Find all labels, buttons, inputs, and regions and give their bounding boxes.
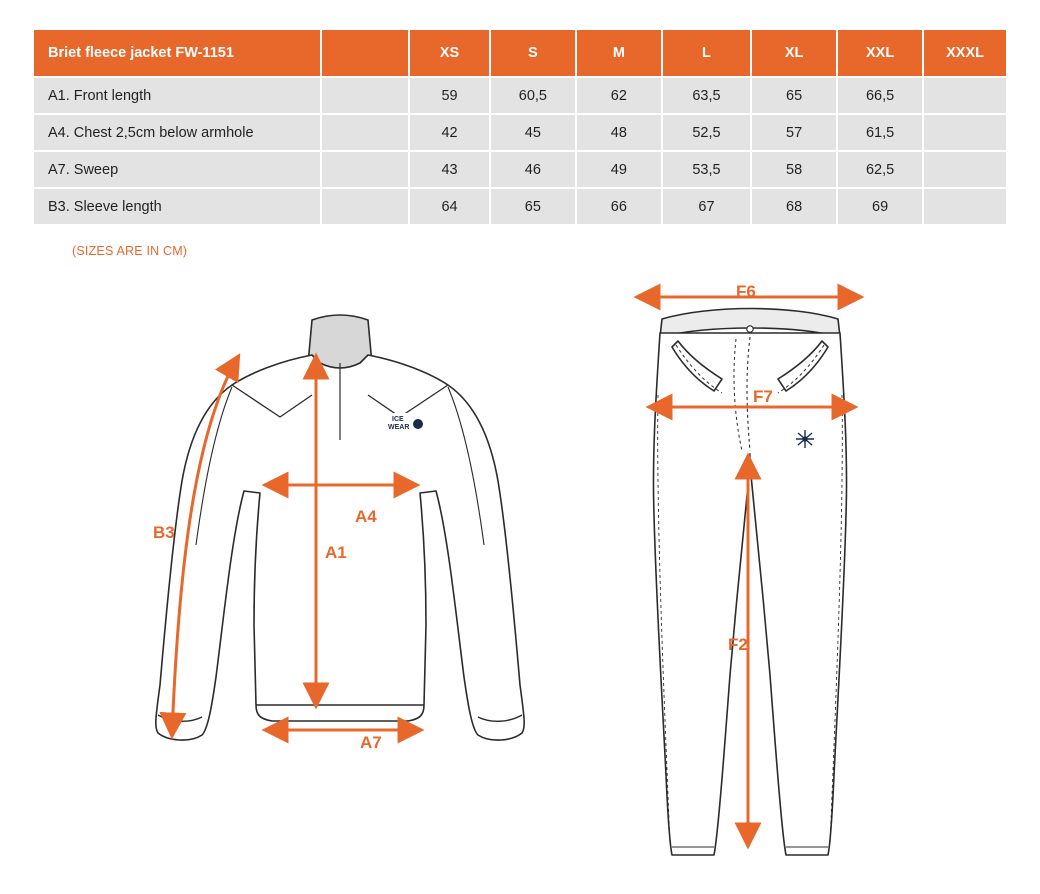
pants-body-path	[653, 333, 846, 855]
row-label-a1: A1. Front length	[33, 77, 321, 114]
snowflake-icon	[796, 430, 814, 448]
row-label-a4: A4. Chest 2,5cm below armhole	[33, 114, 321, 151]
svg-text:ICE: ICE	[392, 416, 404, 423]
cell-a7-l: 53,5	[662, 151, 751, 188]
size-header-m: M	[576, 29, 662, 77]
cell-a4-s: 45	[490, 114, 576, 151]
cell-a7-xl: 58	[751, 151, 837, 188]
jacket-outline	[156, 315, 524, 740]
units-note: (SIZES ARE IN CM)	[72, 244, 188, 258]
cell-b3-l: 67	[662, 188, 751, 225]
pants-svg	[610, 275, 910, 875]
cell-a1-s: 60,5	[490, 77, 576, 114]
cell-a7-xxxl	[923, 151, 1007, 188]
cell-b3-xs: 64	[409, 188, 490, 225]
spacer-header-cell	[321, 29, 409, 77]
label-a7: A7	[360, 733, 382, 752]
label-f6: F6	[736, 282, 756, 301]
label-f2: F2	[728, 635, 748, 654]
cell-a4-xl: 57	[751, 114, 837, 151]
cell-a4-xxxl	[923, 114, 1007, 151]
label-a4: A4	[355, 507, 377, 526]
jacket-technical-drawing	[120, 285, 540, 785]
waist-button	[747, 326, 753, 332]
row-label-a7: A7. Sweep	[33, 151, 321, 188]
cell-a7-xs: 43	[409, 151, 490, 188]
pants-technical-drawing	[610, 275, 910, 875]
row-spacer	[321, 114, 409, 151]
cell-a1-xl: 65	[751, 77, 837, 114]
cell-b3-xxl: 69	[837, 188, 923, 225]
pants-outline	[653, 309, 846, 856]
table-row	[33, 151, 1007, 188]
cell-a4-xxl: 61,5	[837, 114, 923, 151]
cell-a1-xs: 59	[409, 77, 490, 114]
size-header-l: L	[662, 29, 751, 77]
size-table-header	[33, 29, 1007, 77]
size-table	[32, 28, 1008, 226]
cell-a7-xxl: 62,5	[837, 151, 923, 188]
cell-b3-xxxl	[923, 188, 1007, 225]
cell-b3-xl: 68	[751, 188, 837, 225]
cell-a1-l: 63,5	[662, 77, 751, 114]
table-header-row	[33, 29, 1007, 77]
cell-a4-m: 48	[576, 114, 662, 151]
cell-b3-m: 66	[576, 188, 662, 225]
cell-b3-s: 65	[490, 188, 576, 225]
row-spacer	[321, 151, 409, 188]
product-title-cell: Briet fleece jacket FW-1151	[33, 29, 321, 77]
svg-text:WEAR: WEAR	[388, 424, 410, 431]
size-header-xxl: XXL	[837, 29, 923, 77]
size-header-xl: XL	[751, 29, 837, 77]
size-header-xxxl: XXXL	[923, 29, 1007, 77]
row-spacer	[321, 77, 409, 114]
cell-a4-l: 52,5	[662, 114, 751, 151]
jacket-svg	[120, 285, 540, 785]
size-header-xs: XS	[409, 29, 490, 77]
label-b3: B3	[153, 523, 175, 542]
cell-a1-xxxl	[923, 77, 1007, 114]
table-row	[33, 114, 1007, 151]
ice-wear-logo	[378, 413, 423, 433]
cell-a7-m: 49	[576, 151, 662, 188]
label-f7: F7	[753, 387, 773, 406]
size-table-body	[33, 77, 1007, 225]
cell-a1-m: 62	[576, 77, 662, 114]
label-a1: A1	[325, 543, 347, 562]
row-spacer	[321, 188, 409, 225]
table-row	[33, 188, 1007, 225]
cell-a4-xs: 42	[409, 114, 490, 151]
cell-a7-s: 46	[490, 151, 576, 188]
cell-a1-xxl: 66,5	[837, 77, 923, 114]
table-row	[33, 77, 1007, 114]
size-header-s: S	[490, 29, 576, 77]
row-label-b3: B3. Sleeve length	[33, 188, 321, 225]
